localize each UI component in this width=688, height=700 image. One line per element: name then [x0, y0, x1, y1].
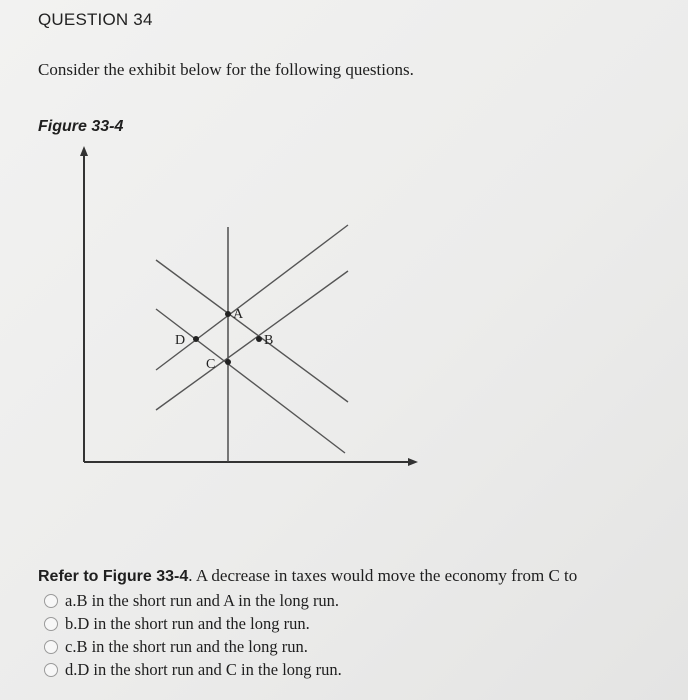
- point-a-marker: [225, 311, 231, 317]
- option-d-radio[interactable]: [44, 663, 58, 677]
- option-b[interactable]: [44, 612, 342, 635]
- point-b-label: B: [264, 333, 274, 348]
- point-b-marker: [256, 336, 262, 342]
- x-axis-arrow: [408, 458, 418, 466]
- option-b-text: D in the short run and the long run.: [77, 613, 310, 633]
- option-d[interactable]: [44, 658, 342, 681]
- option-c-text: B in the short run and the long run.: [76, 636, 308, 656]
- option-d-text: D in the short run and C in the long run.: [77, 659, 342, 679]
- option-a-radio[interactable]: [44, 594, 58, 608]
- point-d-label: D: [175, 333, 186, 348]
- y-axis-arrow: [80, 146, 88, 156]
- option-c-radio[interactable]: [44, 640, 58, 654]
- option-d-letter: d.: [65, 659, 78, 679]
- question-stem-text: . A decrease in taxes would move the economy from C to: [188, 566, 578, 585]
- option-a-letter: a.: [65, 590, 77, 610]
- answer-options: [44, 589, 342, 681]
- option-c[interactable]: [44, 635, 342, 658]
- point-c-marker: [225, 359, 231, 365]
- option-a-text: B in the short run and A in the long run.: [76, 590, 340, 610]
- intro-text: Consider the exhibit below for the following questions.: [38, 60, 414, 79]
- figure-reference: Refer to Figure 33-4: [38, 568, 189, 585]
- upward-line-upper: [156, 225, 348, 370]
- point-a-label: A: [233, 307, 244, 322]
- point-c-label: C: [206, 357, 216, 372]
- point-d-marker: [193, 336, 199, 342]
- option-a[interactable]: [44, 589, 342, 612]
- option-b-radio[interactable]: [44, 617, 58, 631]
- question-stem: [38, 566, 678, 586]
- option-c-letter: c.: [65, 636, 77, 656]
- option-b-letter: b.: [65, 613, 78, 633]
- figure-caption: Figure 33-4: [38, 118, 124, 135]
- question-title: QUESTION 34: [38, 10, 153, 29]
